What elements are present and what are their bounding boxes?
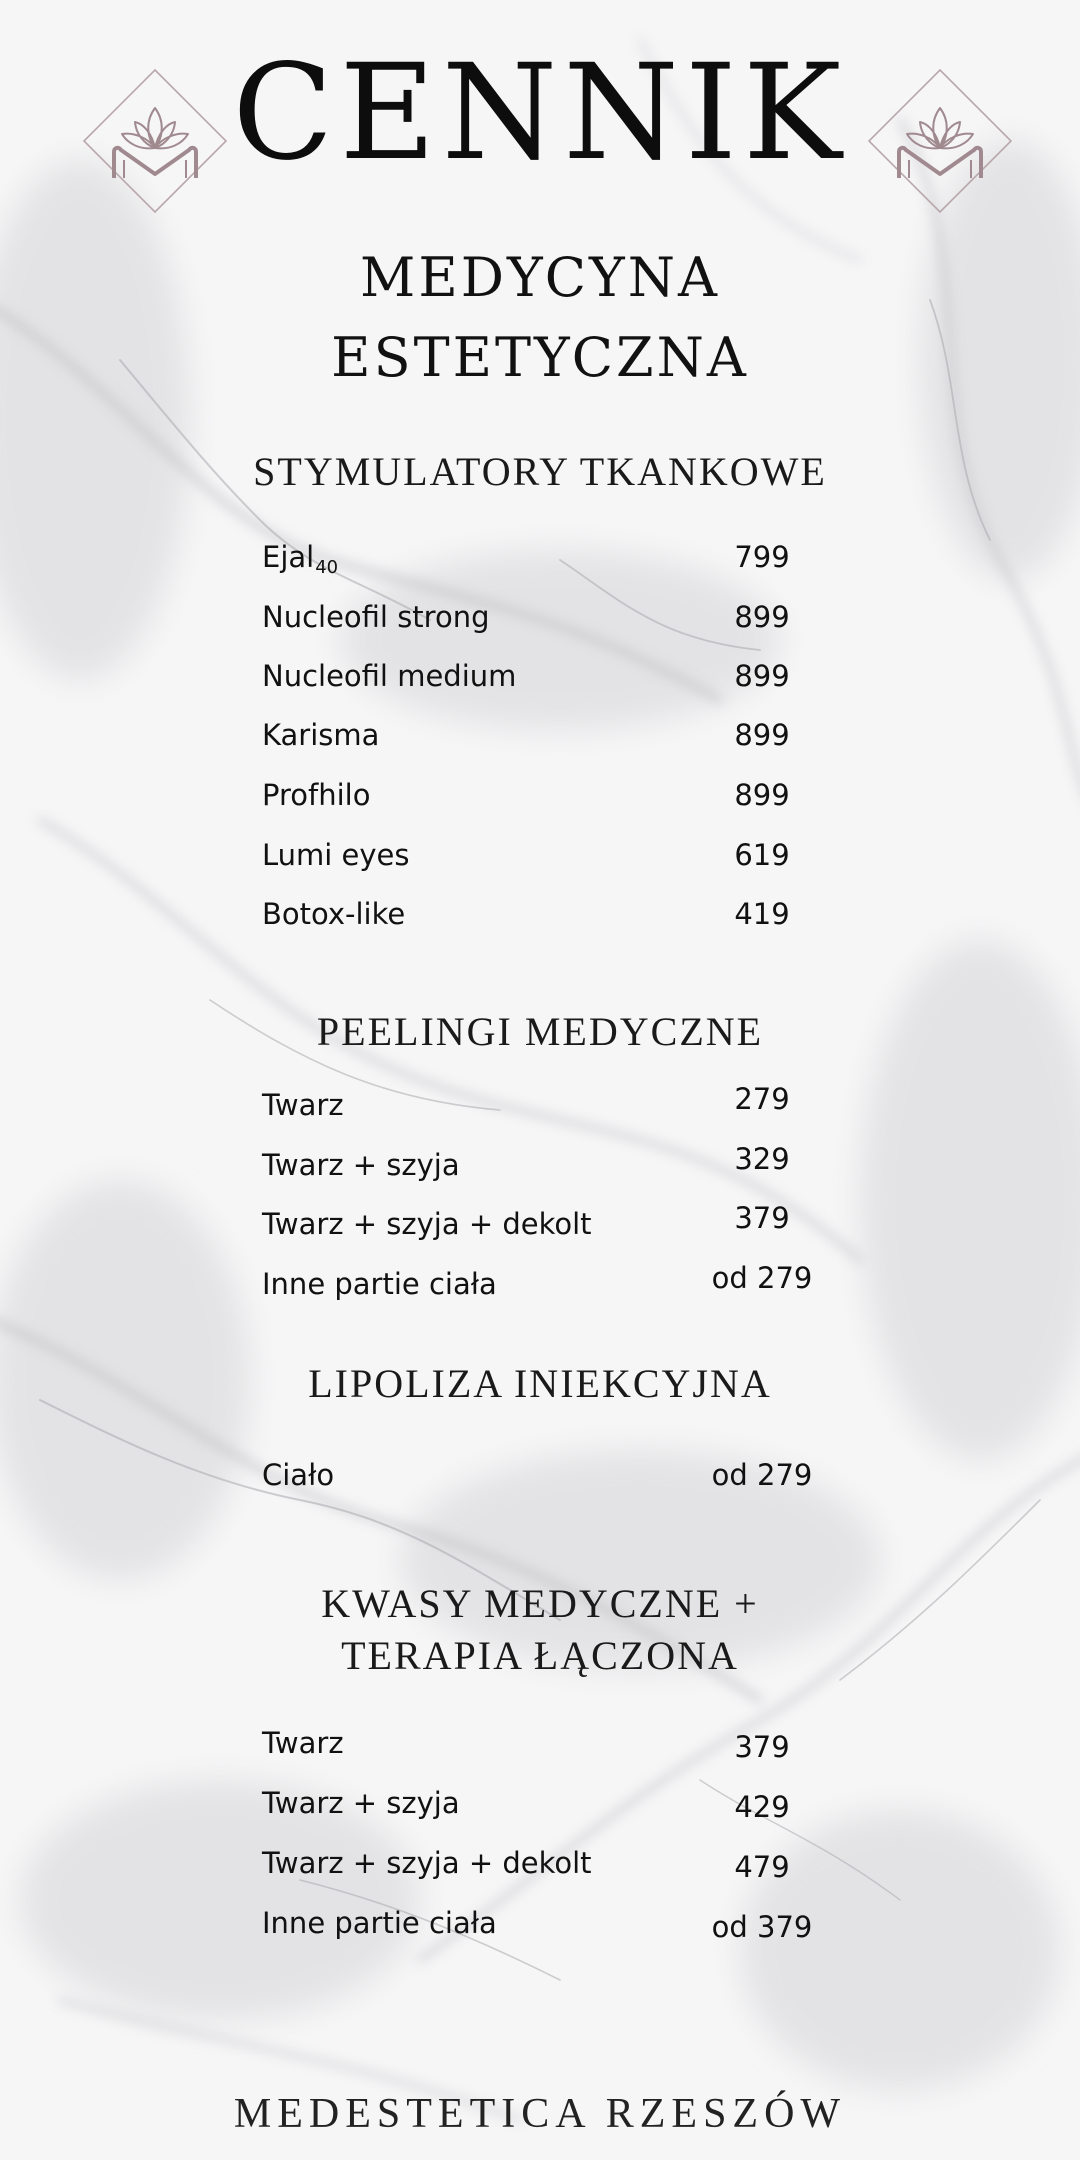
page-subtitle-line: ESTETYCZNA: [331, 326, 749, 389]
section-heading-line: KWASY MEDYCZNE +: [321, 1581, 759, 1626]
page-subtitle-line: MEDYCYNA: [360, 246, 720, 309]
service-price: 279: [734, 1082, 790, 1116]
price-row: [262, 1846, 842, 1890]
price-row: [262, 1082, 842, 1132]
service-name: Karisma: [262, 718, 380, 752]
service-price: 329: [734, 1142, 790, 1176]
service-price: 429: [734, 1790, 790, 1824]
price-row: [262, 1458, 842, 1502]
service-name: Inne partie ciała: [262, 1267, 497, 1301]
service-price: 619: [734, 838, 790, 872]
price-row: [262, 659, 842, 703]
footer-brand: MEDESTETICA RZESZÓW: [233, 2091, 847, 2137]
service-price: 899: [734, 718, 790, 752]
price-row: [262, 718, 842, 762]
service-name: Twarz: [262, 1088, 344, 1122]
service-name: Twarz + szyja + dekolt: [262, 1207, 592, 1241]
service-price: od 279: [711, 1458, 813, 1492]
service-name: Nucleofil strong: [262, 600, 490, 634]
section-heading-stymulatory: STYMULATORY TKANKOWE: [253, 449, 827, 494]
service-name: Lumi eyes: [262, 838, 410, 872]
service-price: 899: [734, 600, 790, 634]
service-price: od 279: [711, 1261, 813, 1295]
service-name: Botox-like: [262, 897, 406, 931]
section-heading-kwasy: [0, 1578, 1080, 1682]
service-price: 379: [734, 1201, 790, 1235]
service-name: Twarz + szyja + dekolt: [262, 1846, 592, 1880]
service-price: od 379: [711, 1910, 813, 1944]
service-price: 899: [734, 659, 790, 693]
service-price: 799: [734, 540, 790, 574]
service-name: Ejal$_{40}$: [262, 540, 339, 578]
service-name-subscript: 40: [315, 557, 339, 578]
price-row: [262, 1906, 842, 1950]
price-row: [262, 778, 842, 822]
price-row: [262, 1142, 842, 1192]
section-heading-line: TERAPIA ŁĄCZONA: [341, 1633, 739, 1678]
service-name: Ciało: [262, 1458, 335, 1492]
price-row: [262, 1726, 842, 1770]
service-name: Twarz + szyja: [262, 1786, 460, 1820]
price-row: [262, 897, 842, 941]
price-row: [262, 1261, 842, 1311]
price-row: [262, 1786, 842, 1830]
service-price: 379: [734, 1730, 790, 1764]
page-title: CENNIK: [232, 36, 848, 190]
service-name: Profhilo: [262, 778, 371, 812]
service-name: Inne partie ciała: [262, 1906, 497, 1940]
price-row: [262, 540, 842, 584]
price-row: [262, 838, 842, 882]
price-row: [262, 600, 842, 644]
service-price: 899: [734, 778, 790, 812]
service-name: Twarz: [262, 1726, 344, 1760]
section-heading-peelingi: PEELINGI MEDYCZNE: [316, 1009, 764, 1054]
section-heading-lipoliza: LIPOLIZA INIEKCYJNA: [308, 1361, 772, 1406]
service-name: Twarz + szyja: [262, 1148, 460, 1182]
service-name: Nucleofil medium: [262, 659, 517, 693]
service-price: 479: [734, 1850, 790, 1884]
price-row: [262, 1201, 842, 1251]
service-price: 419: [734, 897, 790, 931]
page-subtitle: [0, 238, 1080, 398]
